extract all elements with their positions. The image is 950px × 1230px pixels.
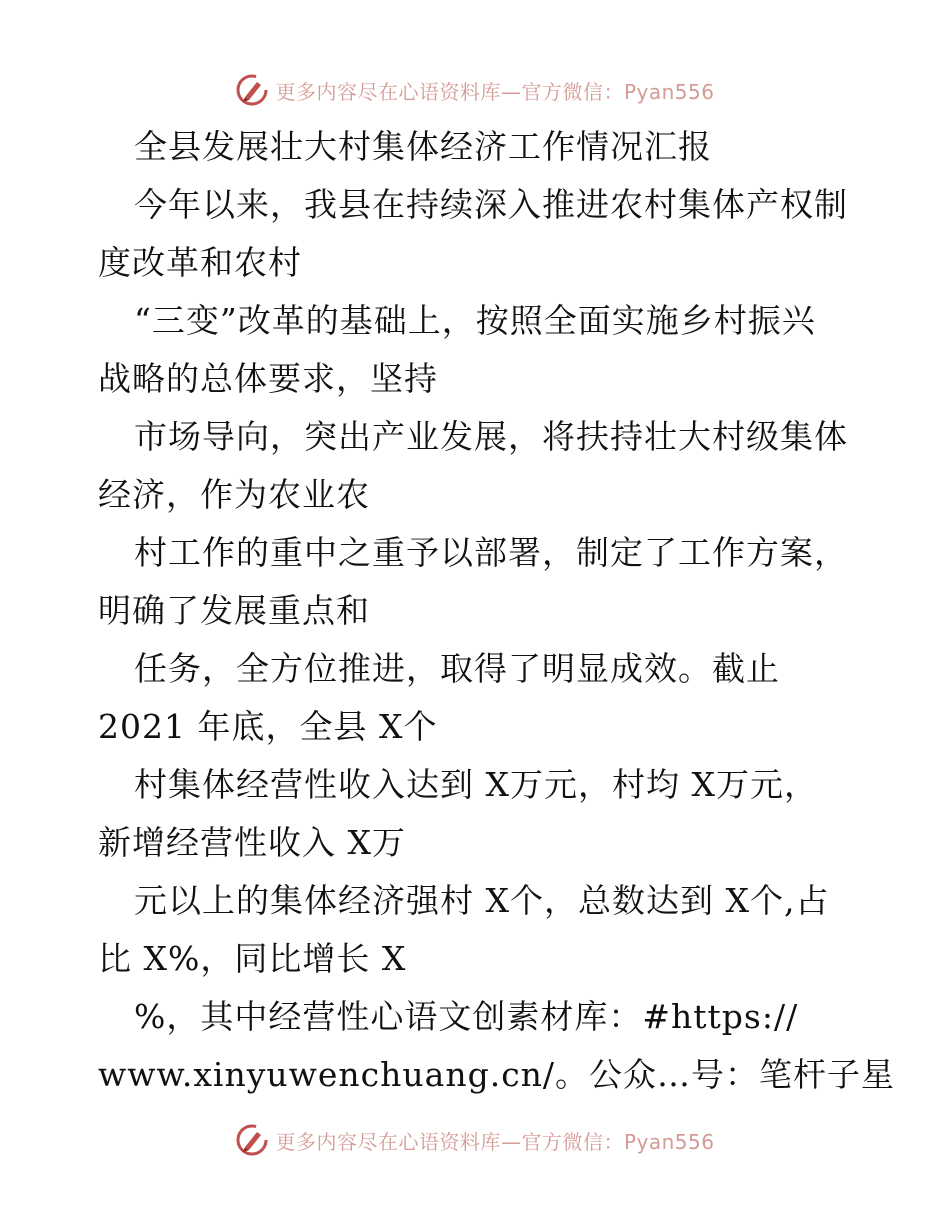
paragraph-line: 元以上的集体经济强村 X个，总数达到 X个,占 bbox=[134, 881, 830, 920]
paragraph-line: 战略的总体要求，坚持 bbox=[98, 359, 438, 398]
watermark-header bbox=[0, 70, 950, 110]
paragraph-line: %，其中经营性心语文创素材库：#https:// bbox=[134, 997, 799, 1036]
paragraph-line: 新增经营性收入 X万 bbox=[98, 823, 406, 862]
pen-logo-icon bbox=[235, 73, 269, 107]
paragraph-line: 村工作的重中之重予以部署，制定了工作方案， bbox=[134, 533, 848, 572]
paragraph-line: 度改革和农村 bbox=[98, 243, 302, 282]
document-title: 全县发展壮大村集体经济工作情况汇报 bbox=[134, 127, 712, 166]
watermark-footer bbox=[0, 1120, 950, 1160]
paragraph-line: 村集体经营性收入达到 X万元，村均 X万元， bbox=[134, 765, 818, 804]
paragraph-line: www.xinyuwenchuang.cn/。公众…号：笔杆子星 bbox=[98, 1055, 896, 1094]
pen-logo-icon bbox=[235, 1123, 269, 1157]
watermark-text: 更多内容尽在心语资料库—官方微信：Pyan556 bbox=[275, 1129, 715, 1154]
paragraph-line: 经济，作为农业农 bbox=[98, 475, 370, 514]
paragraph-line: 任务，全方位推进，取得了明显成效。截止 bbox=[134, 649, 780, 688]
paragraph-line: 比 X%，同比增长 X bbox=[98, 939, 407, 978]
paragraph-line: 今年以来，我县在持续深入推进农村集体产权制 bbox=[134, 185, 848, 224]
paragraph-line: 明确了发展重点和 bbox=[98, 591, 370, 630]
paragraph-line: 2021 年底，全县 X个 bbox=[98, 707, 438, 746]
paragraph-line: 市场导向，突出产业发展，将扶持壮大村级集体 bbox=[134, 417, 848, 456]
paragraph-line: “三变”改革的基础上，按照全面实施乡村振兴 bbox=[134, 301, 816, 340]
watermark-text: 更多内容尽在心语资料库—官方微信：Pyan556 bbox=[275, 79, 715, 104]
document-body bbox=[98, 124, 896, 1110]
